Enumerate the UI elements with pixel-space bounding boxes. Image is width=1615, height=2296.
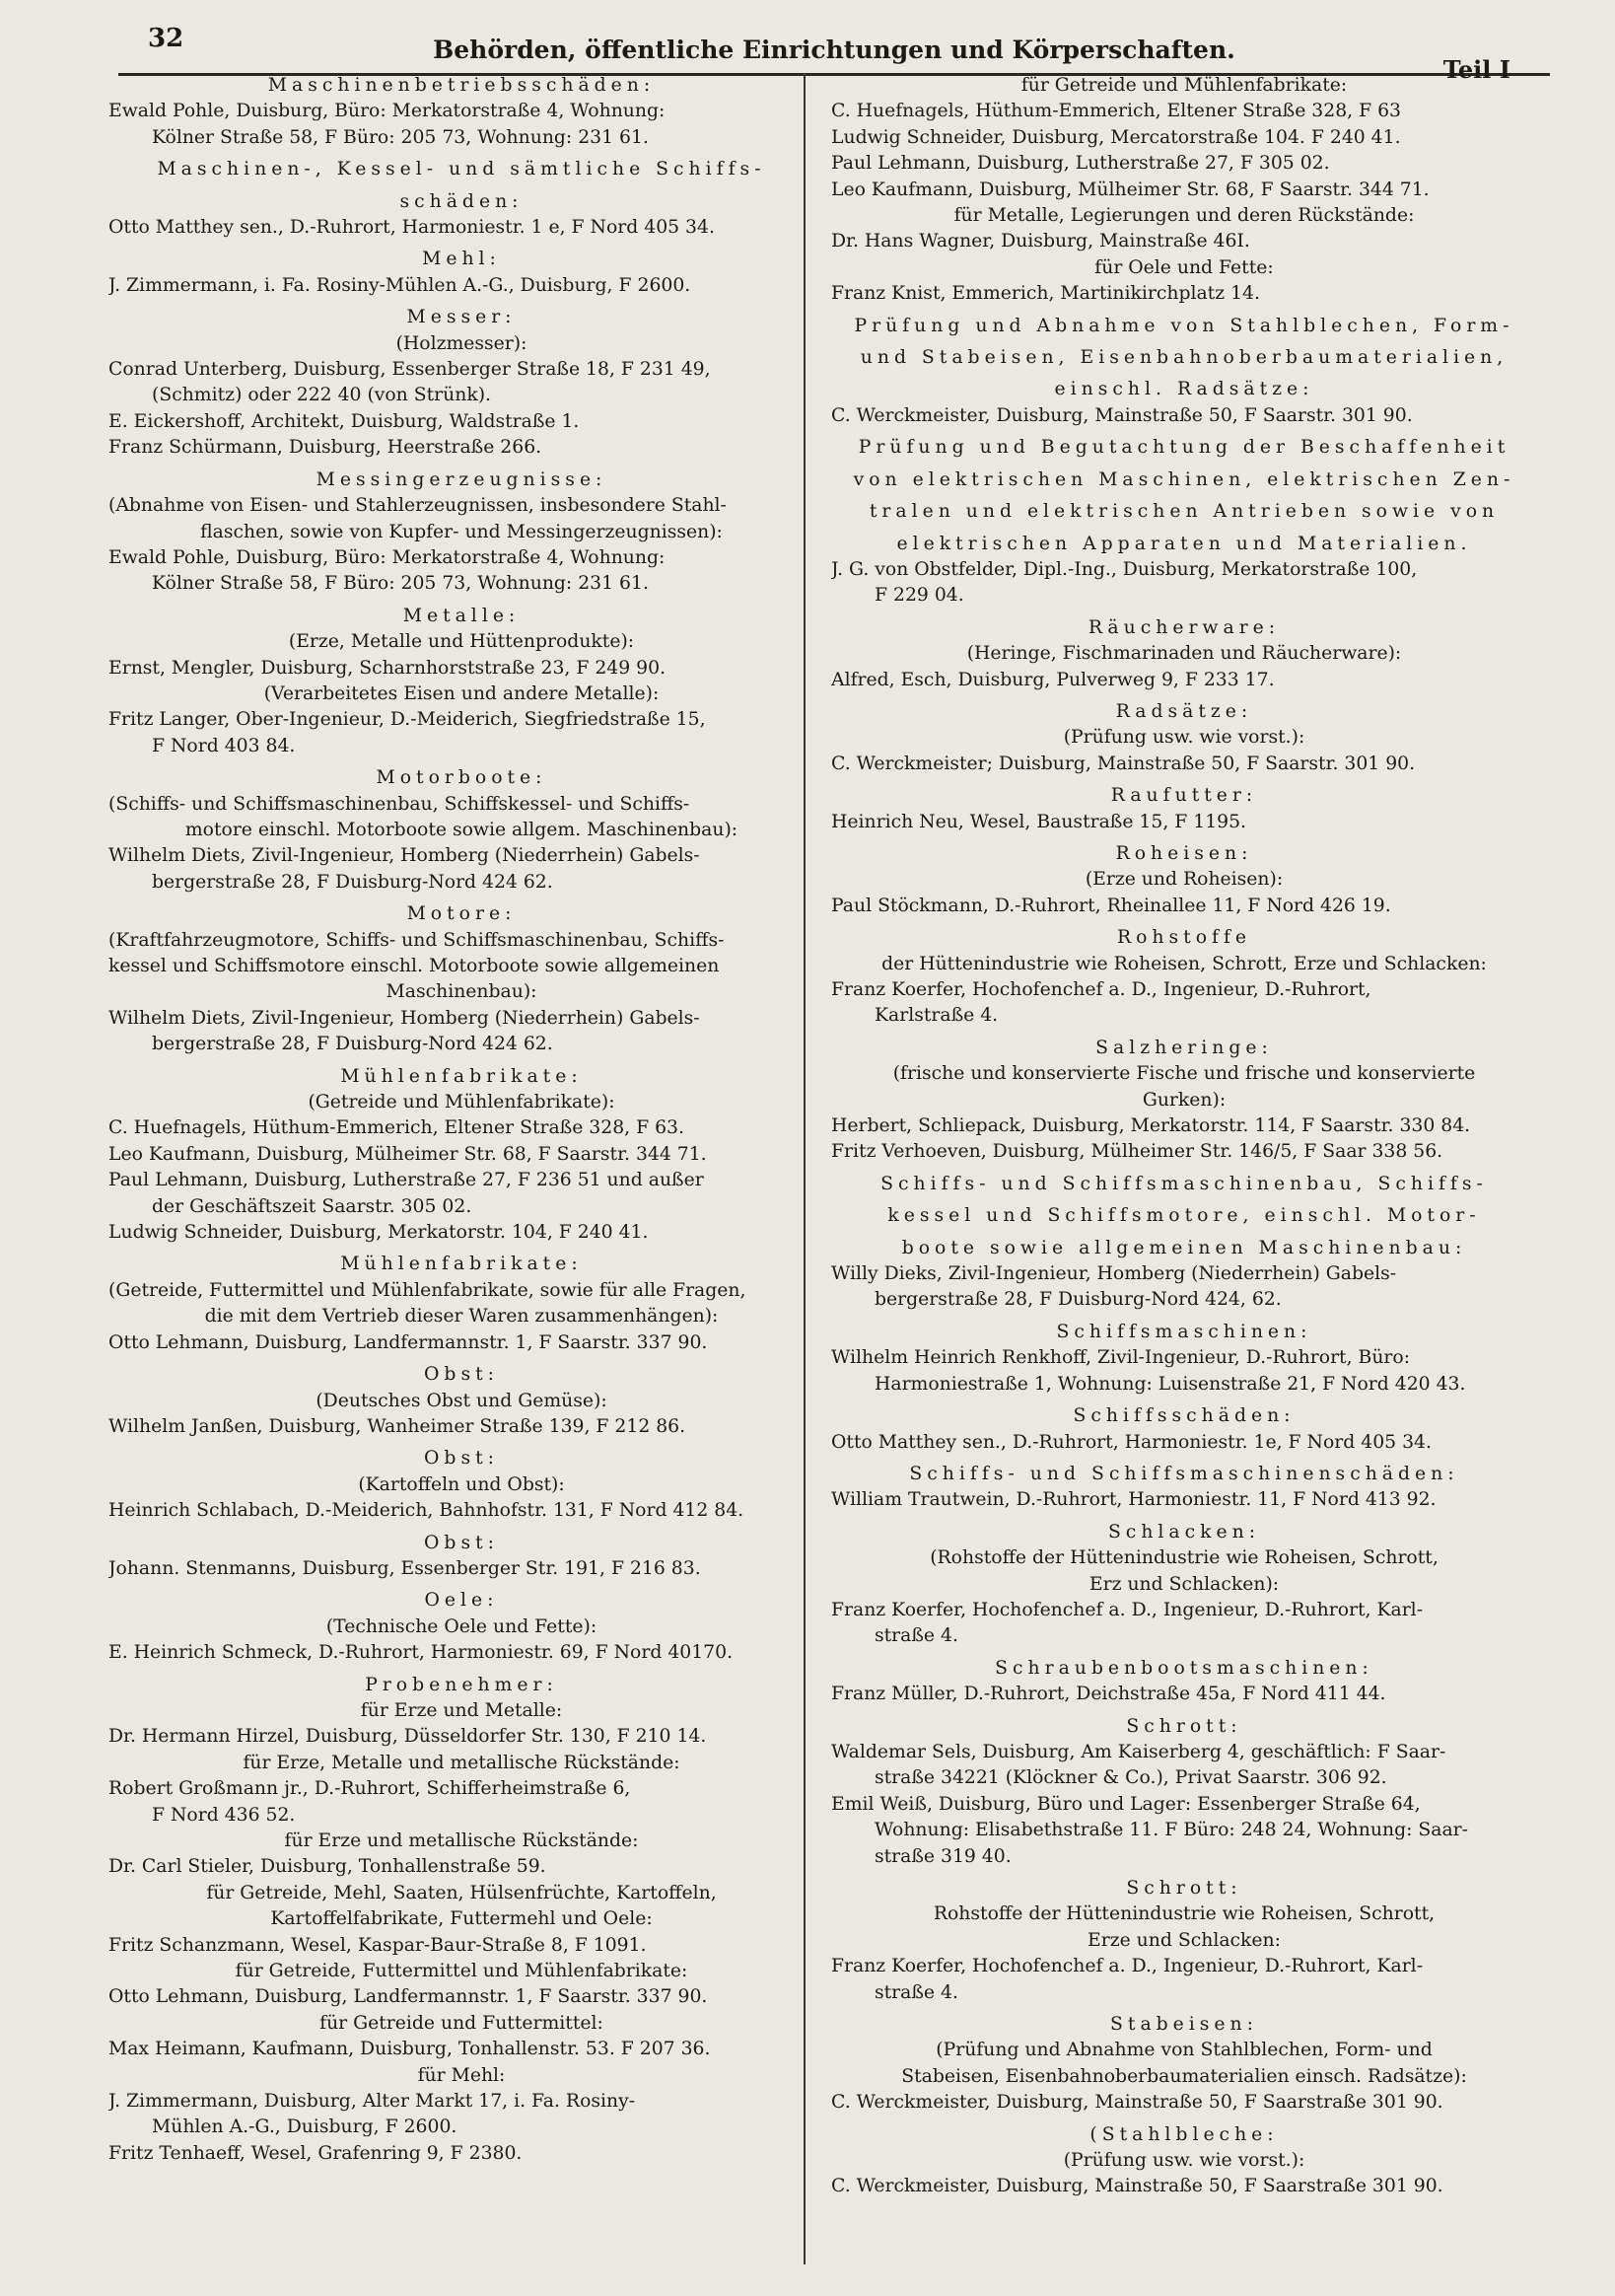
entry-line: Paul Lehmann, Duisburg, Lutherstraße 27, F 236 51 und außer bbox=[108, 1170, 704, 1191]
entry-line: (Abnahme von Eisen- und Stahlerzeugnissen, insbesondere Stahl- bbox=[108, 495, 727, 517]
category-heading: Schraubenbootsmaschinen: bbox=[995, 1657, 1373, 1679]
category-heading: Maschinen-, Kessel- und sämtliche Schiffs- bbox=[157, 159, 766, 180]
entry-continuation: F 229 04. bbox=[875, 585, 964, 607]
category-heading: Radsätze: bbox=[1115, 700, 1253, 722]
category-heading: Schiffs- und Schiffsmaschinenschäden: bbox=[909, 1463, 1459, 1484]
entry-continuation: Kölner Straße 58, F Büro: 205 73, Wohnung: 231 61. bbox=[152, 573, 649, 595]
entry-line: J. G. von Obstfelder, Dipl.-Ing., Duisburg, Merkatorstraße 100, bbox=[831, 558, 1418, 580]
sub-heading: (Prüfung usw. wie vorst.): bbox=[1063, 727, 1305, 749]
category-heading: Probenehmer: bbox=[365, 1674, 558, 1695]
entry-line: Franz Koerfer, Hochofenchef a. D., Ingenieur, D.-Ruhrort, Karl- bbox=[831, 1956, 1424, 1977]
entry-continuation: Karlstraße 4. bbox=[875, 1005, 999, 1027]
entry-line: J. Zimmermann, i. Fa. Rosiny-Mühlen A.-G., Duisburg, F 2600. bbox=[108, 274, 691, 296]
entry-line: Wilhelm Heinrich Renkhoff, Zivil-Ingenieur, D.-Ruhrort, Büro: bbox=[831, 1347, 1411, 1369]
sub-heading: Erze und Schlacken: bbox=[1088, 1929, 1281, 1951]
category-heading: Maschinenbetriebsschäden: bbox=[267, 75, 656, 96]
part-label: Teil I bbox=[1442, 55, 1510, 84]
entry-continuation: straße 319 40. bbox=[875, 1845, 1012, 1867]
sub-heading: für Erze und metallische Rückstände: bbox=[284, 1830, 639, 1851]
running-title: Behörden, öffentliche Einrichtungen und Körperschaften. bbox=[433, 36, 1235, 64]
category-heading: Prüfung und Begutachtung der Beschaffenheit bbox=[858, 437, 1510, 459]
sub-heading: (Erze und Roheisen): bbox=[1085, 869, 1284, 891]
page-header bbox=[118, 20, 1550, 84]
category-heading: elektrischen Apparaten und Materialien. bbox=[896, 533, 1472, 554]
sub-heading: (frische und konservierte Fische und frische und konservierte bbox=[892, 1063, 1476, 1085]
column-divider bbox=[804, 73, 806, 2264]
sub-heading: für Mehl: bbox=[417, 2064, 506, 2086]
sub-heading: Kartoffelfabrikate, Futtermehl und Oele: bbox=[270, 1908, 653, 1930]
sub-heading: für Metalle, Legierungen und deren Rückstände: bbox=[953, 205, 1415, 227]
sub-heading: (Kartoffeln und Obst): bbox=[358, 1473, 565, 1495]
entry-line: Dr. Carl Stieler, Duisburg, Tonhallenstraße 59. bbox=[108, 1856, 546, 1878]
sub-heading: (Holzmesser): bbox=[395, 332, 527, 354]
sub-heading: Maschinenbau): bbox=[386, 981, 537, 1003]
category-heading: Schiffsmaschinen: bbox=[1056, 1321, 1312, 1342]
entry-line: (Kraftfahrzeugmotore, Schiffs- und Schiffsmaschinenbau, Schiffs- bbox=[108, 929, 725, 951]
entry-line: Conrad Unterberg, Duisburg, Essenberger Straße 18, F 231 49, bbox=[108, 359, 711, 381]
entry-line: Franz Knist, Emmerich, Martinikirchplatz 14. bbox=[831, 283, 1260, 305]
sub-heading: Gurken): bbox=[1142, 1089, 1227, 1111]
entry-line: Wilhelm Diets, Zivil-Ingenieur, Homberg (Niederrhein) Gabels- bbox=[108, 845, 700, 867]
category-heading: tralen und elektrischen Antrieben sowie von bbox=[869, 501, 1500, 523]
category-heading: Raufutter: bbox=[1110, 785, 1258, 807]
category-heading: Obst: bbox=[424, 1448, 499, 1470]
category-heading: Schrott: bbox=[1126, 1715, 1242, 1737]
entry-continuation: F Nord 403 84. bbox=[152, 735, 296, 756]
sub-heading: die mit dem Vertrieb dieser Waren zusammenhängen): bbox=[204, 1306, 719, 1327]
entry-continuation: Kölner Straße 58, F Büro: 205 73, Wohnung: 231 61. bbox=[152, 126, 649, 148]
entry-line: J. Zimmermann, Duisburg, Alter Markt 17, i. Fa. Rosiny- bbox=[108, 2091, 636, 2113]
entry-continuation: Wohnung: Elisabethstraße 11. F Büro: 248 24, Wohnung: Saar- bbox=[875, 1820, 1468, 1841]
entry-line: C. Werckmeister, Duisburg, Mainstraße 50, F Saarstr. 301 90. bbox=[831, 404, 1413, 426]
category-heading: Messer: bbox=[406, 307, 517, 328]
entry-line: (Schiffs- und Schiffsmaschinenbau, Schiffskessel- und Schiffs- bbox=[108, 793, 690, 815]
category-heading: Schiffsschäden: bbox=[1073, 1405, 1296, 1427]
sub-heading: für Oele und Fette: bbox=[1094, 256, 1274, 278]
sub-heading: (Verarbeitetes Eisen und andere Metalle): bbox=[263, 682, 660, 704]
entry-line: C. Huefnagels, Hüthum-Emmerich, Eltener Straße 328, F 63 bbox=[831, 101, 1401, 122]
sub-heading: Erz und Schlacken): bbox=[1088, 1573, 1280, 1595]
category-heading: Mehl: bbox=[422, 249, 501, 270]
entry-line: Fritz Verhoeven, Duisburg, Mülheimer Str. 146/5, F Saar 338 56. bbox=[831, 1141, 1443, 1163]
category-heading: (Stahlbleche: bbox=[1089, 2123, 1279, 2145]
category-heading: kessel und Schiffsmotore, einschl. Motor- bbox=[887, 1205, 1481, 1227]
entry-line: Franz Schürmann, Duisburg, Heerstraße 266. bbox=[108, 437, 542, 459]
category-heading: von elektrischen Maschinen, elektrischen Zen- bbox=[853, 468, 1515, 490]
entry-line: Franz Koerfer, Hochofenchef a. D., Ingenieur, D.-Ruhrort, Karl- bbox=[831, 1599, 1424, 1620]
entry-line: Ernst, Mengler, Duisburg, Scharnhorststraße 23, F 249 90. bbox=[108, 657, 667, 679]
category-heading: Schlacken: bbox=[1107, 1521, 1261, 1543]
sub-heading: (Rohstoffe der Hüttenindustrie wie Roheisen, Schrott, bbox=[930, 1547, 1439, 1569]
category-heading: Oele: bbox=[424, 1590, 499, 1612]
entry-continuation: F Nord 436 52. bbox=[152, 1804, 296, 1826]
category-heading: einschl. Radsätze: bbox=[1054, 379, 1314, 400]
entry-line: Fritz Langer, Ober-Ingenieur, D.-Meiderich, Siegfriedstraße 15, bbox=[108, 709, 706, 731]
entry-line: C. Werckmeister, Duisburg, Mainstraße 50, F Saarstraße 301 90. bbox=[831, 2176, 1443, 2197]
category-heading: Mühlenfabrikate: bbox=[340, 1065, 583, 1087]
entry-line: Otto Lehmann, Duisburg, Landfermannstr. 1, F Saarstr. 337 90. bbox=[108, 1986, 708, 2008]
category-heading: Obst: bbox=[424, 1364, 499, 1386]
entry-line: Leo Kaufmann, Duisburg, Mülheimer Str. 68, F Saarstr. 344 71. bbox=[831, 179, 1430, 200]
category-heading: Motore: bbox=[406, 903, 517, 925]
entry-line: Otto Matthey sen., D.-Ruhrort, Harmoniestr. 1e, F Nord 405 34. bbox=[831, 1431, 1432, 1453]
entry-line: C. Huefnagels, Hüthum-Emmerich, Eltener Straße 328, F 63. bbox=[108, 1117, 684, 1139]
entry-line: (Getreide, Futtermittel und Mühlenfabrikate, sowie für alle Fragen, bbox=[108, 1279, 746, 1301]
entry-line: Heinrich Neu, Wesel, Baustraße 15, F 1195. bbox=[831, 811, 1247, 832]
entry-line: E. Eickershoff, Architekt, Duisburg, Waldstraße 1. bbox=[108, 410, 580, 432]
entry-line: C. Werckmeister, Duisburg, Mainstraße 50, F Saarstraße 301 90. bbox=[831, 2092, 1443, 2114]
sub-heading: (Getreide und Mühlenfabrikate): bbox=[308, 1092, 615, 1113]
entry-line: Waldemar Sels, Duisburg, Am Kaiserberg 4, geschäftlich: F Saar- bbox=[831, 1741, 1446, 1762]
category-heading: boote sowie allgemeinen Maschinenbau: bbox=[901, 1237, 1467, 1258]
category-heading: und Stabeisen, Eisenbahnoberbaumaterialien, bbox=[860, 347, 1509, 369]
sub-heading: (Deutsches Obst und Gemüse): bbox=[316, 1390, 607, 1411]
entry-line: Franz Koerfer, Hochofenchef a. D., Ingenieur, D.-Ruhrort, bbox=[831, 979, 1371, 1000]
category-heading: Motorboote: bbox=[376, 767, 547, 789]
sub-heading: für Getreide, Mehl, Saaten, Hülsenfrüchte, Kartoffeln, bbox=[206, 1882, 717, 1903]
category-heading: Metalle: bbox=[402, 605, 521, 626]
entry-line: Willy Dieks, Zivil-Ingenieur, Homberg (Niederrhein) Gabels- bbox=[831, 1263, 1397, 1285]
category-heading: Roheisen: bbox=[1115, 842, 1253, 864]
sub-heading: für Erze, Metalle und metallische Rückstände: bbox=[243, 1752, 680, 1773]
sub-heading: für Getreide und Mühlenfabrikate: bbox=[1020, 75, 1348, 96]
sub-heading: (Erze, Metalle und Hüttenprodukte): bbox=[288, 631, 635, 653]
category-heading: Rohstoffe bbox=[1116, 927, 1252, 949]
entry-continuation: Mühlen A.-G., Duisburg, F 2600. bbox=[152, 2117, 457, 2138]
entry-continuation: (Schmitz) oder 222 40 (von Strünk). bbox=[152, 385, 492, 406]
sub-heading: flaschen, sowie von Kupfer- und Messingerzeugnissen): bbox=[200, 521, 723, 542]
left-column bbox=[108, 73, 814, 2282]
sub-heading: für Getreide, Futtermittel und Mühlenfabrikate: bbox=[235, 1961, 688, 1982]
entry-line: Dr. Hermann Hirzel, Duisburg, Düsseldorfer Str. 130, F 210 14. bbox=[108, 1726, 707, 1748]
category-heading: Salzheringe: bbox=[1095, 1037, 1273, 1058]
entry-line: Fritz Tenhaeff, Wesel, Grafenring 9, F 2380. bbox=[108, 2142, 523, 2164]
category-heading: Schrott: bbox=[1126, 1878, 1242, 1899]
sub-heading: Rohstoffe der Hüttenindustrie wie Roheisen, Schrott, bbox=[933, 1903, 1436, 1925]
entry-continuation: der Geschäftszeit Saarstr. 305 02. bbox=[152, 1195, 472, 1217]
entry-line: Fritz Schanzmann, Wesel, Kaspar-Baur-Straße 8, F 1091. bbox=[108, 1934, 647, 1956]
category-heading: Messingerzeugnisse: bbox=[316, 468, 607, 490]
entry-line: Ewald Pohle, Duisburg, Büro: Merkatorstraße 4, Wohnung: bbox=[108, 101, 666, 122]
sub-heading: für Erze und Metalle: bbox=[360, 1699, 563, 1721]
entry-line: E. Heinrich Schmeck, D.-Ruhrort, Harmoniestr. 69, F Nord 40170. bbox=[108, 1642, 734, 1664]
category-heading: Stabeisen: bbox=[1110, 2014, 1258, 2036]
entry-continuation: straße 4. bbox=[875, 1625, 958, 1647]
entry-line: Ludwig Schneider, Duisburg, Mercatorstraße 104. F 240 41. bbox=[831, 126, 1401, 148]
entry-line: Max Heimann, Kaufmann, Duisburg, Tonhallenstr. 53. F 207 36. bbox=[108, 2039, 711, 2060]
sub-heading: motore einschl. Motorboote sowie allgem. Maschinenbau): bbox=[184, 819, 738, 840]
sub-heading: (Heringe, Fischmarinaden und Räucherware): bbox=[966, 643, 1402, 665]
category-heading: Räucherware: bbox=[1088, 616, 1281, 638]
sub-heading: (Prüfung usw. wie vorst.): bbox=[1063, 2150, 1305, 2172]
entry-line: Robert Großmann jr., D.-Ruhrort, Schifferheimstraße 6, bbox=[108, 1778, 631, 1800]
entry-line: Herbert, Schliepack, Duisburg, Merkatorstr. 114, F Saarstr. 330 84. bbox=[831, 1115, 1471, 1137]
entry-line: Leo Kaufmann, Duisburg, Mülheimer Str. 68, F Saarstr. 344 71. bbox=[108, 1143, 707, 1165]
entry-continuation: straße 34221 (Klöckner & Co.), Privat Saarstr. 306 92. bbox=[875, 1767, 1387, 1789]
sub-heading: Stabeisen, Eisenbahnoberbaumaterialien einsch. Radsätze): bbox=[901, 2065, 1467, 2087]
entry-continuation: bergerstraße 28, F Duisburg-Nord 424, 62. bbox=[875, 1289, 1282, 1311]
entry-line: kessel und Schiffsmotore einschl. Motorboote sowie allgemeinen bbox=[108, 956, 720, 976]
entry-line: Johann. Stenmanns, Duisburg, Essenberger Str. 191, F 216 83. bbox=[108, 1557, 701, 1579]
entry-line: Ewald Pohle, Duisburg, Büro: Merkatorstraße 4, Wohnung: bbox=[108, 546, 666, 568]
sub-heading: (Technische Oele und Fette): bbox=[325, 1615, 597, 1637]
entry-line: Otto Lehmann, Duisburg, Landfermannstr. 1, F Saarstr. 337 90. bbox=[108, 1331, 708, 1353]
sub-heading: der Hüttenindustrie wie Roheisen, Schrott, Erze und Schlacken: bbox=[881, 953, 1487, 974]
entry-line: Heinrich Schlabach, D.-Meiderich, Bahnhofstr. 131, F Nord 412 84. bbox=[108, 1500, 744, 1522]
category-heading: schäden: bbox=[399, 190, 524, 212]
page-number: 32 bbox=[148, 24, 184, 53]
entry-line: William Trautwein, D.-Ruhrort, Harmoniestr. 11, F Nord 413 92. bbox=[831, 1489, 1437, 1511]
category-heading: Obst: bbox=[424, 1532, 499, 1553]
entry-line: Wilhelm Janßen, Duisburg, Wanheimer Straße 139, F 212 86. bbox=[108, 1415, 686, 1437]
entry-line: Paul Lehmann, Duisburg, Lutherstraße 27, F 305 02. bbox=[831, 153, 1330, 175]
sub-heading: für Getreide und Futtermittel: bbox=[319, 2012, 603, 2034]
entry-line: Otto Matthey sen., D.-Ruhrort, Harmoniestr. 1 e, F Nord 405 34. bbox=[108, 217, 715, 239]
entry-continuation: Harmoniestraße 1, Wohnung: Luisenstraße 21, F Nord 420 43. bbox=[875, 1373, 1466, 1395]
sub-heading: (Prüfung und Abnahme von Stahlblechen, Form- und bbox=[936, 2040, 1433, 2061]
right-column bbox=[831, 73, 1537, 2282]
category-heading: Prüfung und Abnahme von Stahlblechen, Form- bbox=[854, 315, 1514, 336]
entry-line: Alfred, Esch, Duisburg, Pulverweg 9, F 233 17. bbox=[831, 669, 1275, 690]
entry-line: Emil Weiß, Duisburg, Büro und Lager: Essenberger Straße 64, bbox=[831, 1793, 1421, 1815]
entry-line: Dr. Hans Wagner, Duisburg, Mainstraße 46I. bbox=[831, 231, 1250, 252]
entry-line: Wilhelm Diets, Zivil-Ingenieur, Homberg (Niederrhein) Gabels- bbox=[108, 1007, 700, 1029]
entry-continuation: bergerstraße 28, F Duisburg-Nord 424 62. bbox=[152, 1034, 553, 1055]
entry-line: Paul Stöckmann, D.-Ruhrort, Rheinallee 11, F Nord 426 19. bbox=[831, 895, 1391, 916]
entry-line: Ludwig Schneider, Duisburg, Merkatorstr. 104, F 240 41. bbox=[108, 1222, 649, 1244]
category-heading: Mühlenfabrikate: bbox=[340, 1254, 583, 1275]
entry-continuation: bergerstraße 28, F Duisburg-Nord 424 62. bbox=[152, 871, 553, 893]
entry-line: Franz Müller, D.-Ruhrort, Deichstraße 45a, F Nord 411 44. bbox=[831, 1684, 1386, 1705]
entry-line: C. Werckmeister; Duisburg, Mainstraße 50, F Saarstr. 301 90. bbox=[831, 753, 1416, 774]
category-heading: Schiffs- und Schiffsmaschinenbau, Schiffs- bbox=[880, 1173, 1488, 1194]
entry-continuation: straße 4. bbox=[875, 1981, 958, 2003]
